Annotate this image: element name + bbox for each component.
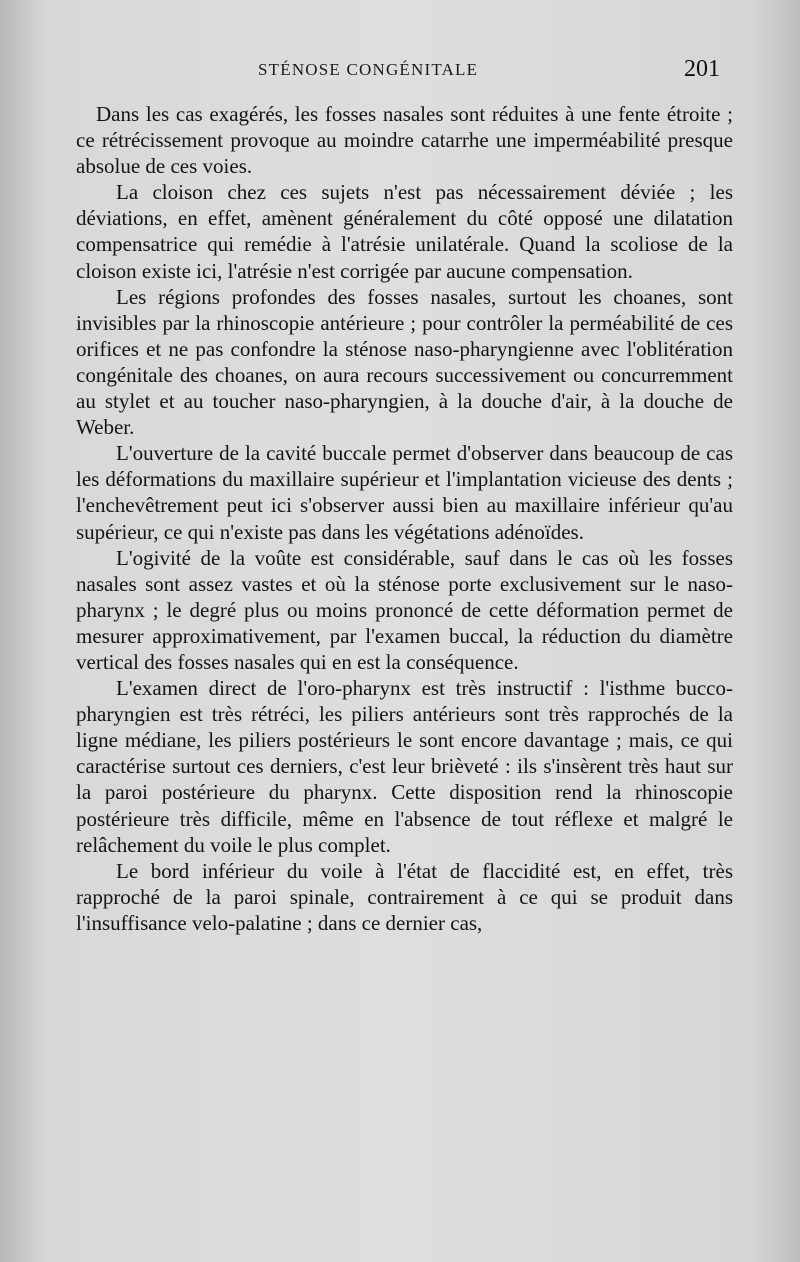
page-number: 201 <box>684 56 720 82</box>
paragraph: Les régions profondes des fosses nasales, surtout les choanes, sont invisibles par la rhinoscopie antérieure ; pour contrôler la perméabilité de ces orifices et ne pas confondre la sténose naso-pharyngienne avec l'oblitération congénitale des choanes, on aura recours successivement ou concurremment au stylet et au toucher naso-pharyngien, à la douche d'air, à la douche de Weber. <box>76 284 733 440</box>
paragraph: L'ogivité de la voûte est considérable, sauf dans le cas où les fosses nasales sont assez vastes et où la sténose porte exclusivement sur le naso-pharynx ; le degré plus ou moins prononcé de cette déformation permet de mesurer approximativement, par l'examen buccal, la réduction du diamètre vertical des fosses nasales qui en est la conséquence. <box>76 545 733 674</box>
paragraph: L'ouverture de la cavité buccale permet d'observer dans beaucoup de cas les déformations du maxillaire supérieur et l'implantation vicieuse des dents ; l'enchevêtrement peut ici s'observer aussi bien au maxillaire inférieur qu'au supérieur, ce qui n'existe pas dans les végétations adénoïdes. <box>76 441 733 544</box>
page-header <box>0 56 800 86</box>
paragraph: L'examen direct de l'oro-pharynx est très instructif : l'isthme bucco-pharyngien est très rétréci, les piliers antérieurs sont très rapprochés de la ligne médiane, les piliers postérieurs le sont encore davantage ; mais, ce qui caractérise surtout ces derniers, c'est leur brièveté : ils s'insèrent très haut sur la paroi postérieure du pharynx. Cette disposition rend la rhinoscopie postérieure très difficile, même en l'absence de tout réflexe et malgré le relâchement du voile le plus complet. <box>76 676 733 857</box>
paragraph: Le bord inférieur du voile à l'état de flaccidité est, en effet, très rapproché de la paroi spinale, contrairement à ce qui se produit dans l'insuffisance velo-palatine ; dans ce dernier cas, <box>76 858 733 935</box>
running-title: STÉNOSE CONGÉNITALE <box>258 60 479 79</box>
paragraph: La cloison chez ces sujets n'est pas nécessairement déviée ; les déviations, en effet, amènent généralement du côté opposé une dilatation compensatrice qui remédie à l'atrésie unilatérale. Quand la scoliose de la cloison existe ici, l'atrésie n'est corrigée par aucune compensation. <box>76 180 733 283</box>
body-text <box>76 101 733 936</box>
paragraph: Dans les cas exagérés, les fosses nasales sont réduites à une fente étroite ; ce rétrécissement provoque au moindre catarrhe une imperméabilité presque absolue de ces voies. <box>76 102 733 179</box>
